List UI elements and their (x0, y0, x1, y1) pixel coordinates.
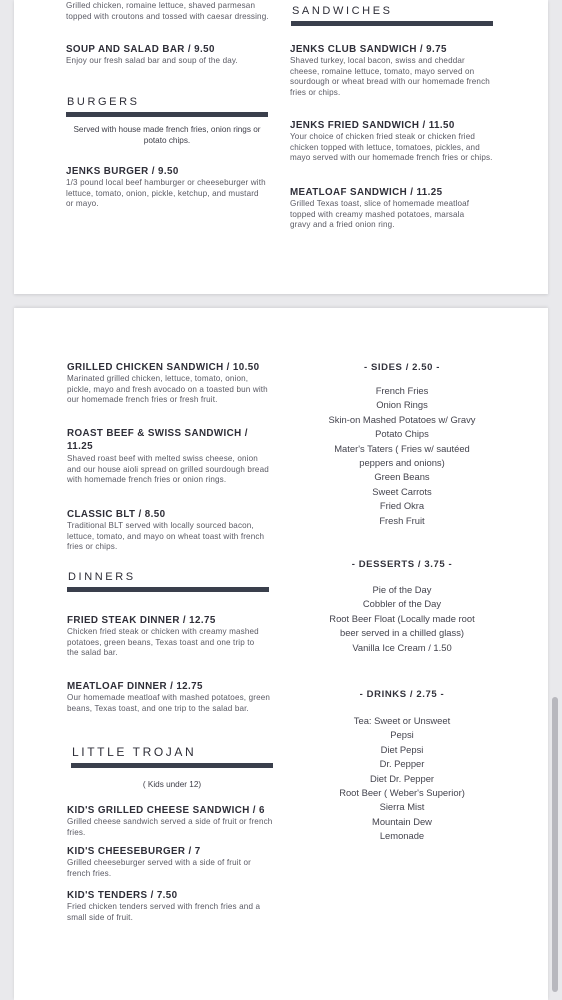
side-item: Potato Chips (375, 428, 429, 440)
sides-list (302, 384, 502, 528)
dessert-item: beer served in a chilled glass) (339, 627, 465, 639)
kids-cheeseburger-description: Grilled cheeseburger served with a side of fruit or french fries. (67, 858, 251, 878)
classic-blt-description: Traditional BLT served with locally sourced bacon, lettuce, tomato, and mayo on wheat toast with french fries or chips. (67, 521, 265, 552)
meatloaf-sandwich-description: Grilled Texas toast, slice of homemade meatloaf topped with creamy mashed potatoes, marsala gravy and a fried onion ring. (290, 199, 470, 230)
jenks-burger-description: 1/3 pound local beef hamburger or cheeseburger with lettuce, tomato, onion, pickle, ketchup, and mustard or mayo. (66, 178, 266, 209)
drink-item: Mountain Dew (372, 815, 432, 827)
kids-cheeseburger-name: KID'S CHEESEBURGER / 7 (67, 846, 201, 857)
desserts-heading: - DESSERTS / 3.75 - (351, 559, 453, 570)
kids-note: ( Kids under 12) (142, 780, 202, 789)
caesar-salad-description: Grilled chicken, romaine lettuce, shaved parmesan topped with croutons and tossed with caesar dressing. (66, 1, 269, 21)
little-trojan-section-title: LITTLE TROJAN (72, 745, 197, 759)
fried-steak-dinner-description: Chicken fried steak or chicken with creamy mashed potatoes, green beans, Texas toast and one trip to the salad bar. (67, 627, 259, 658)
dessert-item: Vanilla Ice Cream / 1.50 (352, 641, 452, 653)
side-item: French Fries (375, 385, 429, 396)
roast-beef-sandwich-description: Shaved roast beef with melted swiss cheese, onion and our house aioli spread on grilled sourdough bread with homemade french fries or onion rings. (67, 454, 269, 485)
meatloaf-dinner-description: Our homemade meatloaf with mashed potatoes, green beans, Texas toast, and one trip to the salad bar. (67, 693, 271, 713)
menu-page-2 (14, 308, 548, 1000)
burgers-note: Served with house made french fries, onion rings or potato chips. (73, 125, 261, 145)
drink-item: Tea: Sweet or Unsweet (353, 715, 451, 726)
drink-item: Dr. Pepper (379, 758, 425, 770)
side-item: Sweet Carrots (372, 485, 432, 497)
drinks-heading: - DRINKS / 2.75 - (359, 689, 445, 700)
kids-grilled-cheese-description: Grilled cheese sandwich served a side of fruit or french fries. (67, 817, 273, 837)
side-item: Fresh Fruit (379, 514, 425, 526)
drink-item: Diet Pepsi (380, 743, 424, 755)
jenks-fried-sandwich-name: JENKS FRIED SANDWICH / 11.50 (290, 120, 455, 131)
jenks-club-sandwich-description: Shaved turkey, local bacon, swiss and cheddar cheese, romaine lettuce, tomato, mayo served on sourdough or wheat bread with our homemade french fries or chips. (290, 56, 490, 97)
grilled-chicken-sandwich-description: Marinated grilled chicken, lettuce, tomato, onion, pickle, mayo and fresh avocado on a toasted bun with our homemade french fries or fresh fruit. (67, 374, 268, 405)
dessert-item: Cobbler of the Day (362, 598, 442, 610)
burgers-section-title: BURGERS (67, 96, 140, 108)
classic-blt-name: CLASSIC BLT / 8.50 (67, 509, 166, 520)
side-item: Fried Okra (379, 500, 425, 512)
dessert-item: Root Beer Float (Locally made root (329, 612, 475, 624)
sandwiches-divider (291, 21, 493, 26)
little-trojan-divider (71, 763, 273, 768)
drink-item: Root Beer ( Weber's Superior) (339, 787, 465, 799)
kids-tenders-name: KID'S TENDERS / 7.50 (67, 890, 178, 901)
jenks-club-sandwich-name: JENKS CLUB SANDWICH / 9.75 (290, 44, 447, 55)
kids-grilled-cheese-name: KID'S GRILLED CHEESE SANDWICH / 6 (67, 805, 265, 816)
side-item: Skin-on Mashed Potatoes w/ Gravy (328, 413, 476, 425)
dessert-item: Pie of the Day (372, 584, 432, 595)
meatloaf-sandwich-name: MEATLOAF SANDWICH / 11.25 (290, 187, 443, 198)
dinners-divider (67, 587, 269, 592)
desserts-list (302, 583, 502, 655)
drink-item: Diet Dr. Pepper (369, 772, 435, 784)
roast-beef-sandwich-name: ROAST BEEF & SWISS SANDWICH / (67, 428, 248, 439)
side-item: Mater's Taters ( Fries w/ sautéed (334, 442, 470, 454)
sandwiches-section-title: SANDWICHES (292, 5, 393, 17)
jenks-burger-name: JENKS BURGER / 9.50 (66, 166, 179, 177)
roast-beef-sandwich-price: 11.25 (67, 441, 93, 452)
dinners-section-title: DINNERS (68, 571, 136, 583)
meatloaf-dinner-name: MEATLOAF DINNER / 12.75 (67, 681, 203, 692)
drinks-list (302, 714, 502, 844)
burgers-divider (66, 112, 268, 117)
drink-item: Lemonade (379, 830, 425, 842)
grilled-chicken-sandwich-name: GRILLED CHICKEN SANDWICH / 10.50 (67, 362, 260, 373)
sides-heading: - SIDES / 2.50 - (363, 362, 441, 373)
side-item: Onion Rings (376, 399, 428, 411)
soup-salad-bar-description: Enjoy our fresh salad bar and soup of the day. (66, 56, 238, 65)
vertical-scrollbar[interactable] (552, 697, 558, 992)
jenks-fried-sandwich-description: Your choice of chicken fried steak or chicken fried chicken topped with lettuce, tomatoes, pickles, and mayo served with our homemade french fries or chips. (290, 132, 493, 163)
kids-tenders-description: Fried chicken tenders served with french fries and a small side of fruit. (67, 902, 261, 922)
drink-item: Sierra Mist (379, 801, 425, 813)
menu-page-1 (14, 0, 548, 294)
side-item: Green Beans (374, 471, 430, 483)
side-item: peppers and onions) (359, 457, 445, 469)
fried-steak-dinner-name: FRIED STEAK DINNER / 12.75 (67, 615, 216, 626)
soup-salad-bar-name: SOUP AND SALAD BAR / 9.50 (66, 44, 215, 55)
drink-item: Pepsi (390, 729, 414, 741)
